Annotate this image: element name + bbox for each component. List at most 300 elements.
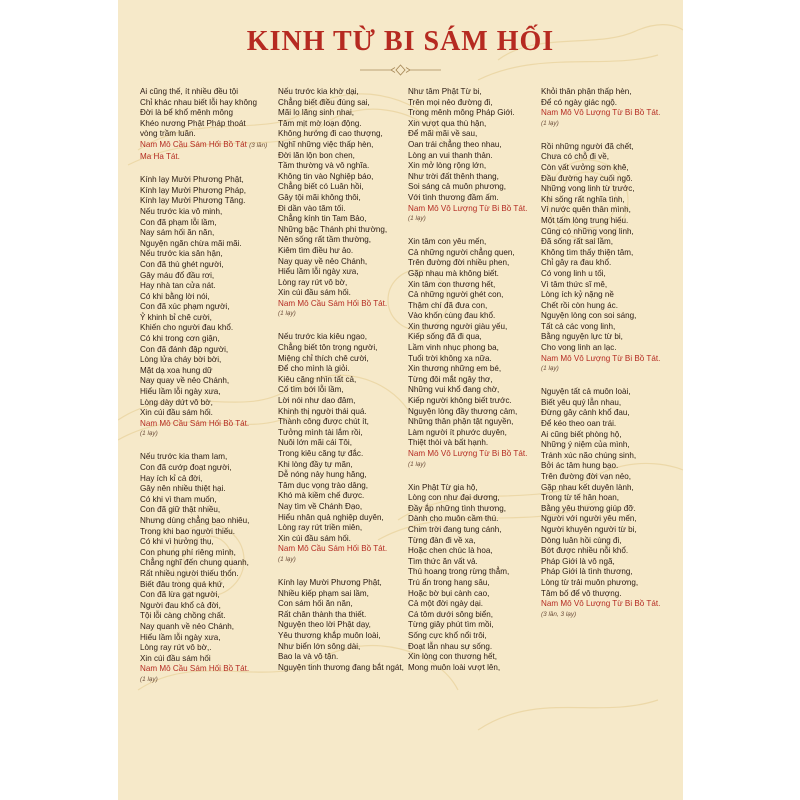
verse-line [541,280,676,291]
line-text: Con đã đánh đập người, [140,344,229,354]
verse-line [408,417,543,428]
verse-line [408,311,543,322]
verse-line [408,354,543,365]
verse-line [278,385,413,396]
sutra-title: KINH TỪ BI SÁM HỐI [246,26,555,57]
line-text: Xin tâm con yêu mến, [408,237,487,247]
verse-line [541,98,676,109]
prostration-note: (1 lạy) [140,675,158,683]
line-text: Có khi trong cơn giận, [140,334,220,344]
line-text: Nay tìm về Chánh Đạo, [278,501,363,511]
line-text: Nhiều kiếp phạm sai lầm, [278,588,369,598]
verse-line [140,239,275,250]
line-text: Lòng ray rứt vô bờ, [278,277,348,287]
verse-line [408,290,543,301]
line-text: Kiếp người không biết trước. [408,396,512,406]
line-text: Tưởng mình tài lắm rồi, [278,427,363,437]
verse-line [140,323,275,334]
verse-line [408,364,543,375]
verse-line [140,376,275,387]
line-text: Tội lỗi càng chồng chất. [140,611,226,621]
line-text: Hiểu lầm lỗi ngày xưa, [140,387,221,397]
verse-line [408,269,543,280]
verse-line [278,620,413,631]
line-text: Tâm bố để vô thượng. [541,588,622,598]
verse-line [541,269,676,280]
verse-line [278,663,413,674]
verse-line [541,398,676,409]
line-text: Biết yêu quý lẫn nhau, [541,397,622,407]
invocation-line [408,449,543,460]
line-text: Chẳng biết tôn trọng người, [278,343,378,353]
line-text: Kính lạy Mười Phương Tăng. [140,196,246,206]
line-text: Gặp nhau mà không biết. [408,268,499,278]
verse-line [541,557,676,568]
verse-line [278,491,413,502]
verse-line [408,280,543,291]
verse-line [278,449,413,460]
line-text: Lòng từ trải muôn phương, [541,577,639,587]
verse-line [541,578,676,589]
line-text: Để mãi mãi về sau, [408,129,478,139]
line-text: Nguyện lòng con soi sáng, [541,311,637,321]
line-text: Nam Mô Cầu Sám Hối Bồ Tát. [140,418,250,428]
verse-line [140,633,275,644]
line-text: Chỉ gây ra đau khổ. [541,258,612,268]
line-text: Lòng an vui thanh thản. [408,150,493,160]
verse-line [140,611,275,622]
line-text: Nguyện lòng đầy thương cảm, [408,406,518,416]
line-text: Gây máu đổ đầu rơi, [140,270,215,280]
line-text: Để có ngày giác ngộ. [541,97,618,107]
verse-line [541,408,676,419]
line-text: Nam Mô Cầu Sám Hối Bồ Tát. [278,544,388,554]
verse-line [140,129,275,140]
verse-stanza [278,87,413,319]
line-text: Cả một đời ngày dại. [408,599,484,609]
verse-line [541,142,676,153]
line-text: Yêu thương khắp muôn loài, [278,630,381,640]
line-text: Biết đâu trong quá khứ, [140,579,225,589]
verse-line [408,438,543,449]
verse-line [278,193,413,204]
line-text: Nay quay về nẻo Chánh, [278,256,368,266]
invocation-line [541,108,676,119]
verse-line [278,407,413,418]
verse-line [278,267,413,278]
verse-line [541,248,676,259]
verse-line [278,343,413,354]
line-text: Những vui khổ đang chờ, [408,385,500,395]
line-text: Lòng ray rứt vô bờ,. [140,643,212,653]
verse-line [541,227,676,238]
line-text: Vì nước quên thân mình, [541,205,631,215]
verse-line [408,504,543,515]
line-text: Pháp Giới là tình thương, [541,567,633,577]
verse-line [140,590,275,601]
line-text: Nếu trước kia vô minh, [140,206,223,216]
verse-line [278,182,413,193]
repeat-note: (3 lần) [249,141,268,149]
verse-line [408,428,543,439]
verse-stanza [541,142,676,374]
line-text: Hay ích kỉ cả đời, [140,473,203,483]
line-text: Mãi lo lăng sinh nhai, [278,108,355,118]
line-text: Kính lạy Mười Phương Pháp, [140,185,247,195]
invocation-line [140,664,275,675]
line-text: Nam Mô Vô Lượng Từ Bi Bồ Tát. [541,353,661,363]
verse-line [140,484,275,495]
verse-line [408,98,543,109]
line-text: Oan trái chẳng theo nhau, [408,139,502,149]
line-text: Thú hoang trong rừng thẳm, [408,567,510,577]
line-text: Mặt dạ xoa hung dữ [140,365,213,375]
verse-line [140,580,275,591]
verse-line [541,483,676,494]
line-text: Ma Ha Tát. [140,151,180,161]
line-text: Từng giây phút tìm mồi, [408,620,494,630]
verse-line [408,301,543,312]
line-text: Con sám hối ăn năn, [278,599,353,609]
verse-line [408,610,543,621]
line-text: Dòng luân hồi cùng đi, [541,535,622,545]
line-text: Xin cúi đầu sám hối. [278,533,351,543]
line-text: Người với người yêu mến, [541,514,637,524]
line-text: Lòng lửa cháy bời bời, [140,355,222,365]
line-text: Pháp Giới là vô ngã, [541,556,615,566]
verse-line [541,87,676,98]
verse-stanza [541,87,676,129]
line-text: Vào khốn cùng đau khổ. [408,311,496,321]
verse-line [278,354,413,365]
verse-line [278,502,413,513]
verse-line [541,546,676,557]
verse-line [408,407,543,418]
verse-line [278,235,413,246]
verse-line [140,175,275,186]
line-text: Ỷ khinh bỉ chê cười, [140,312,212,322]
verse-stanza [408,237,543,469]
verse-line [541,461,676,472]
verse-line [140,228,275,239]
verse-line [140,186,275,197]
verse-line [140,643,275,654]
line-text: Người khuyên người từ bi, [541,524,637,534]
verse-line [278,172,413,183]
line-text: Đời lăn lộn bon chen, [278,150,355,160]
verse-stanza [278,332,413,564]
verse-line [278,652,413,663]
verse-line [278,98,413,109]
ornament-divider-icon [360,64,441,76]
verse-line [278,589,413,600]
verse-line [140,387,275,398]
line-text: Nguyện theo lời Phật dạy, [278,620,371,630]
prostration-note: (1 lạy) [541,119,559,127]
verse-line [140,87,275,98]
line-text: Không tìm thấy thiện tâm, [541,247,634,257]
line-text: Hiểu lầm lỗi ngày xưa, [278,267,359,277]
line-text: Lầm vinh nhục phong ba, [408,343,499,353]
line-text: Con đã xúc phạm người, [140,302,230,312]
line-text: Tầm thường và vô nghĩa. [278,161,370,171]
line-text: Những bậc Thánh phi thường, [278,224,388,234]
line-text: Khỏi thân phận thấp hèn, [541,87,632,96]
line-text: Nuôi lớn mãi cái Tôi, [278,438,352,448]
line-text: Tìm thức ăn vất vả. [408,556,478,566]
prostration-note: (1 lạy) [541,365,559,373]
line-text: Xin cúi đầu sám hối. [140,408,213,418]
invocation-line [140,140,275,152]
line-text: Khéo nương Phật Pháp thoát [140,118,246,128]
line-text: Chim trời đang tung cánh, [408,524,502,534]
line-text: Soi sáng cả muôn phương, [408,182,507,192]
line-text: Dành cho muôn cầm thú. [408,514,499,524]
verse-stanza [408,483,543,674]
verse-line [541,290,676,301]
line-text: Đã sống rất sai lầm, [541,237,613,247]
line-text: Tuổi trời không xa nữa. [408,353,492,363]
line-text: Bằng yêu thương giúp đỡ. [541,503,636,513]
verse-line [278,364,413,375]
verse-line [541,440,676,451]
line-text: Xin cúi đầu sám hối [140,653,211,663]
verse-line [140,108,275,119]
verse-line [278,119,413,130]
verse-line [278,151,413,162]
verse-line [408,536,543,547]
line-text: Cố tìm bới lỗi lầm, [278,385,344,395]
verse-line [278,513,413,524]
verse-line [541,525,676,536]
verse-line [408,193,543,204]
verse-line [140,408,275,419]
line-text: Từng đàn đi về xa, [408,535,476,545]
line-text: Xin mở lòng rộng lớn, [408,161,487,171]
line-text: Nguyện tinh thương đang bắt ngát, [278,662,404,672]
line-text: Hiểu nhân quả nghiệp duyên, [278,512,384,522]
line-text: Rồi những người đã chết, [541,141,634,151]
invocation-line [278,544,413,555]
line-text: Kiêu căng nhìn tất cả, [278,374,357,384]
verse-line [408,514,543,525]
line-text: Đi dần vào tăm tối. [278,203,346,213]
verse-line [541,174,676,185]
verse-line [408,652,543,663]
prostration-note: (1 lạy) [408,460,426,468]
verse-stanza [408,87,543,224]
verse-line [408,172,543,183]
line-text: Chẳng kính tin Tam Bảo, [278,214,367,224]
line-text: Chẳng nghĩ đến chung quanh, [140,558,249,568]
verse-line [140,622,275,633]
verse-line [408,620,543,631]
verse-line [408,385,543,396]
line-text: Ai cũng biết phòng hộ, [541,429,622,439]
line-text: Người đau khổ cả đời, [140,600,221,610]
line-text: Một tấm lòng trung hiếu. [541,215,629,225]
line-text: Xin lòng con thương hết, [408,652,498,662]
line-text: Nếu trước kia tham lam, [140,452,228,462]
verse-line [140,474,275,485]
line-text: Vì tâm thức sĩ mê, [541,279,608,289]
line-text: Trên đường đời vạn nẻo, [541,472,631,481]
line-text: Nguyện tất cả muôn loài, [541,387,631,397]
line-text: Con phung phí riêng mình, [140,547,236,557]
verse-line [408,161,543,172]
verse-stanza [140,87,275,162]
line-text: Xin thương người giàu yếu, [408,321,508,331]
verse-line [541,387,676,398]
line-text: Thậm chí đã đưa con, [408,300,488,310]
line-text: Khi sống rất nghĩa tình, [541,194,625,204]
line-text: Không tin vào Nghiệp báo, [278,171,374,181]
verse-line [278,214,413,225]
verse-stanza [278,578,413,673]
verse-line [408,396,543,407]
verse-line [278,523,413,534]
verse-column-4 [541,87,676,633]
verse-line [278,642,413,653]
line-text: Trong từ tế hân hoan, [541,493,620,503]
verse-line [140,463,275,474]
line-text: Hiểu lầm lỗi ngày xưa, [140,632,221,642]
verse-line [278,428,413,439]
verse-line [408,182,543,193]
line-text: Gây tội mãi không thôi, [278,192,361,202]
verse-line [278,108,413,119]
line-text: Có khi bằng lời nói, [140,291,210,301]
verse-line [541,589,676,600]
verse-stanza [140,175,275,439]
line-text: Trong mênh mông Pháp Giới. [408,108,515,118]
verse-line [278,578,413,589]
verse-line [408,119,543,130]
line-text: Trong khi bao người thiếu. [140,526,236,536]
line-text: Có khi vì tham muốn, [140,494,217,504]
verse-line [408,375,543,386]
verse-line [140,505,275,516]
line-text: Đoạt lẫn nhau sự sống. [408,641,493,651]
line-text: Chưa có chỗ đi về, [541,152,609,162]
invocation-line [541,354,676,365]
line-text: Trên đường đời nhiều phen, [408,258,510,268]
line-text: Bao la và vô tận. [278,652,339,662]
line-text: Khiến cho người đau khổ. [140,323,234,333]
verse-line [408,343,543,354]
line-text: Để kéo theo oan trái. [541,419,617,429]
verse-line [278,599,413,610]
verse-line [278,417,413,428]
verse-line [140,452,275,463]
prostration-note: (1 lạy) [278,555,296,563]
line-text: Trú ẩn trong hang sâu, [408,577,490,587]
line-text: Khó mà kiềm chế được. [278,491,365,501]
line-text: Hoặc bờ bụi cành cao, [408,588,490,598]
verse-line [140,548,275,559]
line-text: Đừng gây cảnh khổ đau, [541,408,630,418]
line-text: Bớt được nhiều nỗi khổ. [541,546,629,556]
line-text: Rất nhiều người thiếu thốn. [140,568,239,578]
line-text: Kính lạy Mười Phương Phật, [140,175,244,185]
verse-line [278,246,413,257]
verse-line [408,578,543,589]
verse-line [408,599,543,610]
line-text: Dễ nóng nảy hung hăng, [278,470,367,480]
verse-line [140,218,275,229]
line-text: Nếu trước kia kiêu ngạo, [278,332,368,342]
verse-line [278,631,413,642]
verse-line [278,332,413,343]
line-text: Từng đôi mắt ngây thơ, [408,374,493,384]
verse-line [408,483,543,494]
verse-line [541,472,676,483]
verse-column-3 [408,87,543,686]
verse-line [278,470,413,481]
line-text: Cho vong linh an lạc. [541,343,617,353]
line-text: Bằng nguyện lực từ bi, [541,332,623,342]
verse-line [140,355,275,366]
verse-line [140,398,275,409]
verse-line [278,610,413,621]
line-text: Tất cả các vong linh, [541,321,616,331]
verse-line [278,460,413,471]
verse-line [408,663,543,674]
verse-line [408,557,543,568]
verse-line [278,396,413,407]
line-text: Gặp nhau kết duyên lành, [541,482,634,492]
line-text: Xin tâm con thương hết, [408,279,496,289]
line-text: Xin vượt qua thù hận, [408,118,487,128]
line-text: Con đã lừa gạt người, [140,590,220,600]
verse-line [408,493,543,504]
prostration-note: (1 lạy) [278,310,296,318]
verse-line [140,558,275,569]
verse-line [408,322,543,333]
line-text: Nên sống rất tầm thường, [278,235,372,245]
line-text: Nam Mô Cầu Sám Hối Bồ Tát. [278,298,388,308]
verse-line [541,301,676,312]
verse-line [408,237,543,248]
line-text: Rất chân thành tha thiết. [278,609,367,619]
line-text: Có vong linh u tối, [541,268,606,278]
line-text: Tâm dục vọng trào dâng, [278,480,368,490]
line-text: Mong muôn loài vượt lên, [408,662,501,672]
verse-line [541,514,676,525]
invocation-line [140,152,275,163]
verse-line [278,438,413,449]
line-text: Những thân phận tật nguyền, [408,417,514,427]
verse-line [541,567,676,578]
line-text: Chết rồi còn hung ác. [541,300,618,310]
verse-line [541,419,676,430]
verse-line [408,248,543,259]
line-text: Nam Mô Cầu Sám Hối Bồ Tát. [140,664,250,674]
verse-line [140,207,275,218]
line-text: Xin cúi đầu sám hối. [278,288,351,298]
line-text: vòng trầm luân. [140,129,196,139]
verse-line [140,196,275,207]
line-text: Kiếp sống đã đi qua, [408,332,482,342]
verse-line [140,98,275,109]
line-text: Nam Mô Vô Lượng Từ Bi Bồ Tát. [408,203,528,213]
verse-line [408,631,543,642]
line-text: Ai cũng thế, ít nhiều đều tội [140,87,239,96]
sutra-poster [118,0,683,800]
line-text: Nam Mô Vô Lượng Từ Bi Bồ Tát. [408,449,528,458]
line-text: Lòng ray rứt triền miên, [278,523,363,533]
verse-line [541,258,676,269]
